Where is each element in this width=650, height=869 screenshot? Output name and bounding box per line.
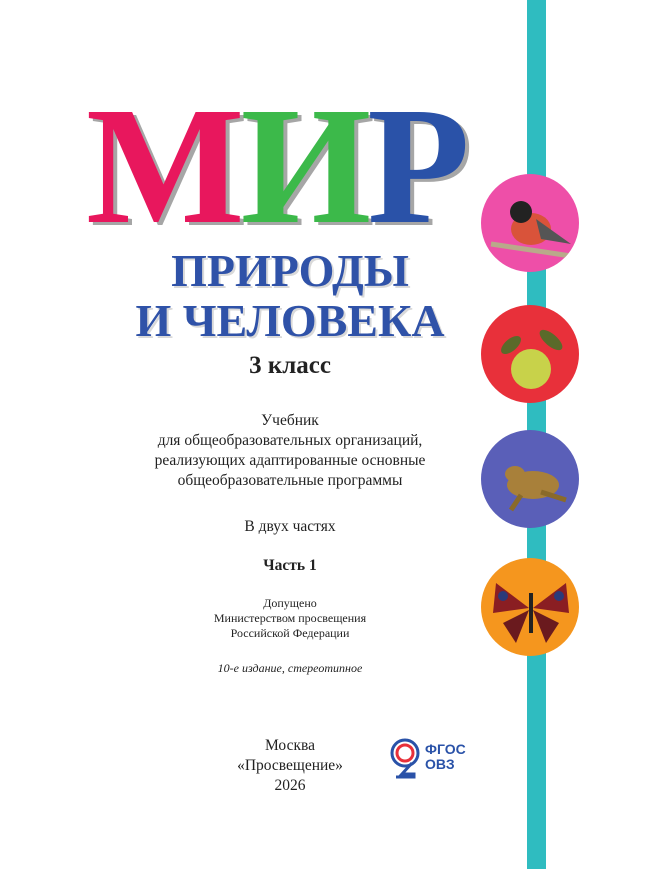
- description: [60, 411, 520, 491]
- publisher-name: «Просвещение»: [237, 757, 343, 774]
- badge-line-1: ФГОС: [425, 741, 466, 757]
- frog-circle: [481, 430, 579, 528]
- grade: 3 класс: [249, 352, 331, 379]
- approval-line: Допущено: [263, 596, 317, 610]
- fgos-badge: [390, 735, 466, 779]
- title-mir: [86, 73, 466, 259]
- fgos-logo-icon: [390, 735, 420, 779]
- description-line: для общеобразовательных организаций,: [157, 432, 423, 449]
- title-letter-r: Р: [367, 73, 466, 259]
- description-line: реализующих адаптированные основные: [154, 452, 426, 469]
- publisher-year: 2026: [274, 777, 306, 794]
- apple-circle: [481, 305, 579, 403]
- title-line-3: И ЧЕЛОВЕКА: [135, 295, 445, 346]
- apple-icon: [481, 305, 579, 403]
- bullfinch-circle: [481, 174, 579, 272]
- butterfly-icon: [481, 558, 579, 656]
- badge-line-2: ОВЗ: [425, 756, 455, 772]
- approval-line: Министерством просвещения: [213, 611, 367, 625]
- frog-icon: [481, 430, 579, 528]
- edition: 10-е издание, стереотипное: [217, 661, 363, 675]
- parts-note: В двух частях: [244, 518, 336, 535]
- bullfinch-icon: [481, 174, 579, 272]
- description-line: общеобразовательные программы: [177, 472, 403, 489]
- approval: [60, 596, 520, 641]
- part-number: Часть 1: [263, 557, 317, 574]
- title-letter-m: М: [86, 73, 241, 259]
- description-line: Учебник: [261, 412, 319, 429]
- butterfly-circle: [481, 558, 579, 656]
- title-letter-i: И: [240, 73, 368, 259]
- title-line-2: ПРИРОДЫ: [171, 245, 409, 296]
- publisher-city: Москва: [265, 737, 315, 754]
- approval-line: Российской Федерации: [230, 626, 350, 640]
